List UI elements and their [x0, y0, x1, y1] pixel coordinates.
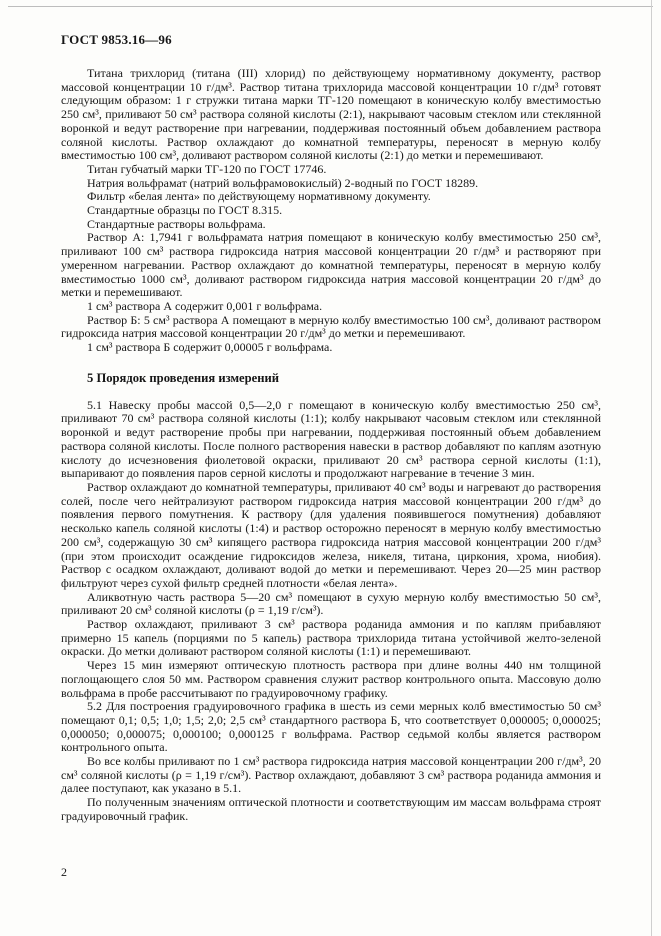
- paragraph: 5.1 Навеску пробы массой 0,5—2,0 г помещают в коническую колбу вместимостью 250 см³, приливают 70 см³ раствора соляной кислоты (1:1); колбу накрывают часовым стеклом или стеклянной воронкой и ведут растворение пробы при нагревании, поддерживая постоянный объем добавлением раствора соляной кислоты. После полного растворения навески в раствор добавляют по каплям азотную кислоту до исчезновения фиолетовой окраски, приливают 20 см³ раствора серной кислоты (1:1), выпаривают до появления паров серной кислоты и продолжают нагревание в течение 3 мин.: [61, 397, 601, 481]
- paragraph: Раствор охлаждают, приливают 3 см³ раствора роданида аммония и по каплям прибавляют примерно 15 капель (порциями по 5 капель) раствора трихлорида титана устойчивой желто-зеленой окраски. До метки доливают раствором соляной кислоты (1:1) и перемешивают.: [61, 617, 601, 659]
- scan-artifact-right-edge: [651, 0, 652, 936]
- paragraph: Раствор охлаждают до комнатной температуры, приливают 40 см³ воды и нагревают до растворения солей, после чего нейтрализуют раствором гидроксида натрия массовой концентрации 200 г/дм³ до появления первого помутнения. К раствору (для удаления появившегося помутнения) добавляют несколько капель соляной кислоты (1:4) и раствор осторожно переносят в мерную колбу вместимостью 200 см³, содержащую 30 см³ кипящего раствора гидроксида натрия массовой концентрации 200 г/дм³ (при этом происходит осаждение гидроксидов железа, никеля, титана, циркония, хрома, ниобия). Раствор с осадком охлаждают, доливают водой до метки и перемешивают. Через 20—25 мин раствор фильтруют через сухой фильтр средней плотности «белая лента».: [61, 479, 601, 590]
- paragraph: Раствор Б: 5 см³ раствора А помещают в мерную колбу вместимостью 100 см³, доливают раствором гидроксида натрия массовой концентрации 20 г/дм³ до метки и перемешивают.: [61, 312, 601, 341]
- paragraph: Аликвотную часть раствора 5—20 см³ помещают в сухую мерную колбу вместимостью 50 см³, приливают 20 см³ соляной кислоты (ρ = 1,19 г/см³).: [61, 589, 601, 618]
- paragraph: 1 см³ раствора Б содержит 0,00005 г вольфрама.: [87, 340, 333, 355]
- paragraph: Стандартные растворы вольфрама.: [87, 216, 266, 231]
- page-number: 2: [61, 865, 67, 879]
- paragraph: По полученным значениям оптической плотности и соответствующим им массам вольфрама строят градуировочный график.: [61, 795, 601, 823]
- paragraph: Раствор А: 1,7941 г вольфрамата натрия помещают в коническую колбу вместимостью 250 см³, приливают 100 см³ раствора гидроксида натрия массовой концентрации 20 г/дм³ и растворяют при умеренном нагревании. Раствор охлаждают до комнатной температуры, переносят в мерную колбу вместимостью 1000 см³, доливают раствором гидроксида натрия массовой концентрации 20 г/дм³ до метки и перемешивают.: [61, 230, 601, 300]
- paragraph: Титана трихлорид (титана (III) хлорид) по действующему нормативному документу, раствор массовой концентрации 10 г/дм³. Раствор титана трихлорида массовой концентрации 10 г/дм³ готовят следующим образом: 1 г стружки титана марки ТГ-120 помещают в коническую колбу вместимостью 250 см³, приливают 50 см³ раствора соляной кислоты (2:1), накрывают часовым стеклом или стеклянной воронкой и ведут растворение при нагревании, поддерживая постоянный объем добавлением раствора соляной кислоты. Раствор охлаждают до комнатной температуры, переносят в мерную колбу вместимостью 100 см³, доливают раствором соляной кислоты (2:1) до метки и перемешивают.: [61, 66, 601, 163]
- paragraph: Во все колбы приливают по 1 см³ раствора гидроксида натрия массовой концентрации 200 г/дм³, 20 см³ соляной кислоты (ρ = 1,19 г/см³). Раствор охлаждают, добавляют 3 см³ раствора роданида аммония и далее поступают, как указано в 5.1.: [61, 754, 601, 796]
- paragraph: 1 см³ раствора А содержит 0,001 г вольфрама.: [87, 298, 323, 313]
- paragraph: Стандартные образцы по ГОСТ 8.315.: [87, 203, 283, 218]
- paragraph: Через 15 мин измеряют оптическую плотность раствора при длине волны 440 нм толщиной поглощающего слоя 50 мм. Раствором сравнения служит раствор контрольного опыта. Массовую долю вольфрама в пробе рассчитывают по градуировочному графику.: [61, 658, 601, 700]
- paragraph: Титан губчатый марки ТГ-120 по ГОСТ 17746.: [87, 161, 327, 176]
- paragraph: Фильтр «белая лента» по действующему нормативному документу.: [87, 189, 431, 204]
- section-heading: 5 Порядок проведения измерений: [87, 370, 279, 385]
- paragraph: Натрия вольфрамат (натрий вольфрамовокислый) 2-водный по ГОСТ 18289.: [87, 175, 479, 190]
- document-body: [61, 67, 601, 824]
- doc-code: ГОСТ 9853.16—96: [61, 32, 172, 47]
- paragraph: 5.2 Для построения градуировочного графика в шесть из семи мерных колб вместимостью 50 см³ помещают 0,1; 0,5; 1,0; 1,5; 2,0; 2,5 см³ стандартного раствора Б, что соответствует 0,000005; 0,000025; 0,000050; 0,000075; 0,000100; 0,000125 г вольфрама. Раствор седьмой колбы является раствором контрольного опыта.: [61, 699, 601, 755]
- scan-artifact-top-edge: [8, 6, 653, 7]
